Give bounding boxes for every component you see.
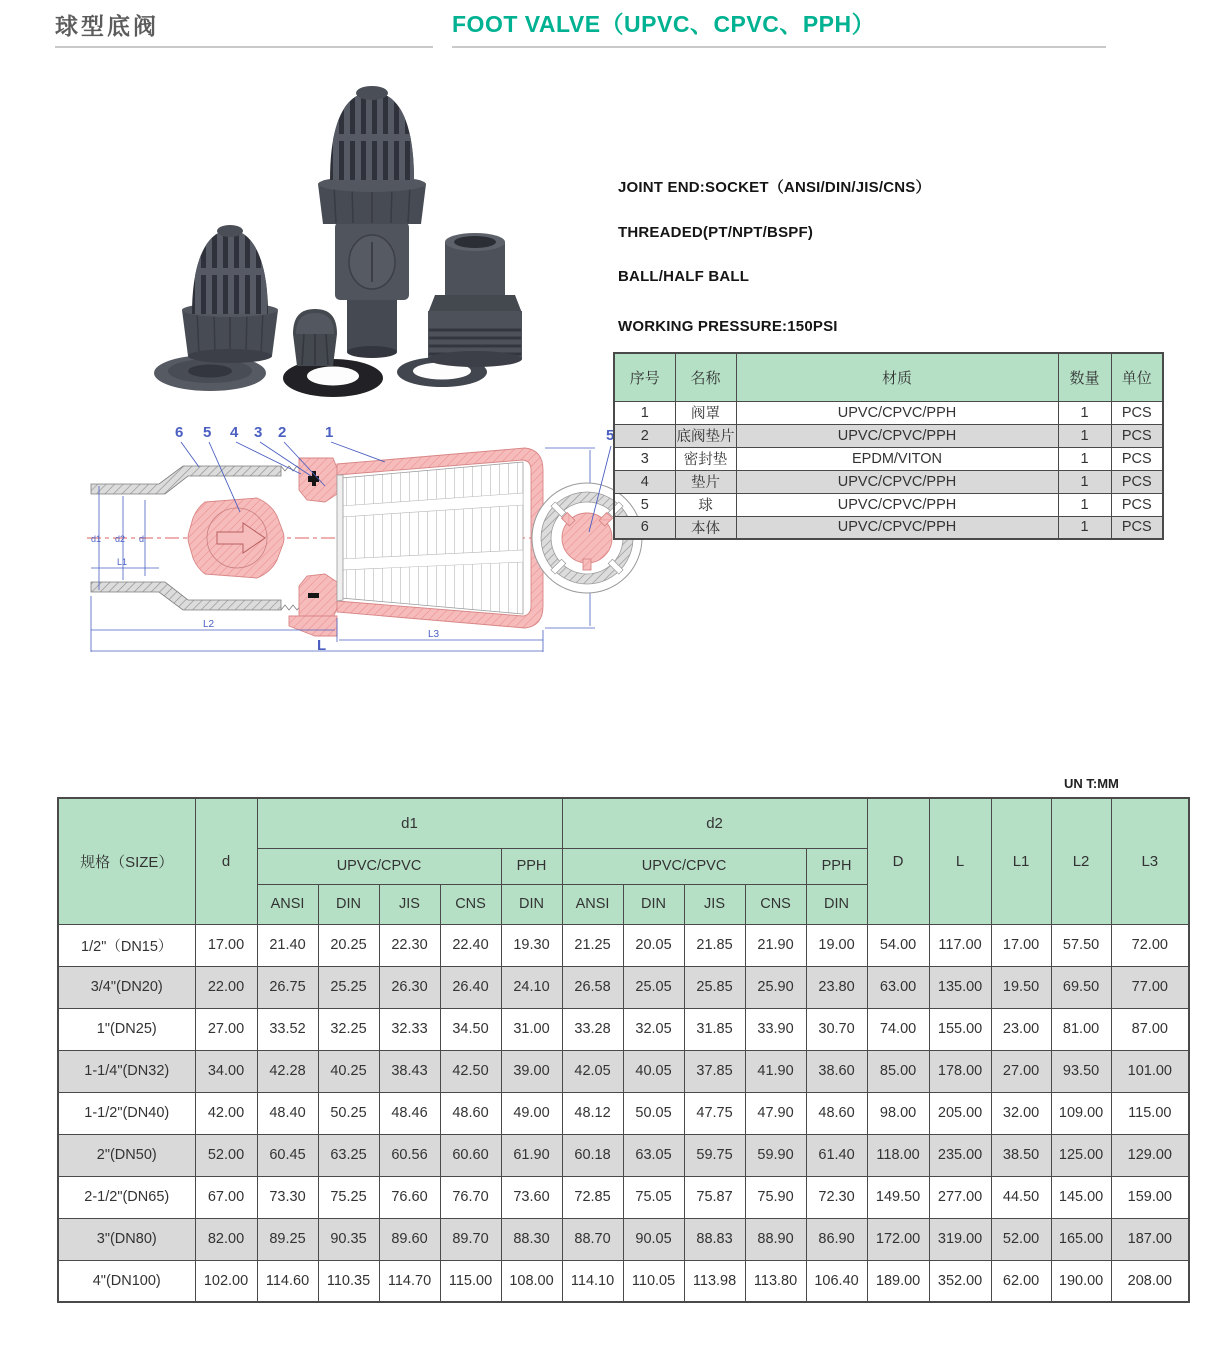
table-cell: 118.00: [867, 1134, 929, 1176]
table-cell: UPVC/CPVC/PPH: [736, 516, 1058, 539]
table-cell: 26.75: [257, 966, 318, 1008]
table-cell: 72.00: [1111, 924, 1189, 966]
table-cell: 21.40: [257, 924, 318, 966]
size-cell: 1-1/2"(DN40): [58, 1092, 195, 1134]
unit-note: UN T:MM: [1064, 776, 1119, 791]
table-cell: 44.50: [991, 1176, 1051, 1218]
table-cell: 63.25: [318, 1134, 379, 1176]
strainer-slats: [337, 462, 523, 614]
table-cell: 阀罩: [675, 401, 736, 424]
table-row: [58, 1176, 1189, 1218]
spec-joint-end: JOINT END:SOCKET（ANSI/DIN/JIS/CNS）: [618, 179, 931, 196]
table-cell: PCS: [1111, 516, 1163, 539]
table-cell: 1: [1058, 447, 1111, 470]
table-cell: 155.00: [929, 1008, 991, 1050]
table-cell: 20.05: [623, 924, 684, 966]
table-row: [58, 1218, 1189, 1260]
foot-valve-assembled: [318, 86, 426, 358]
table-cell: PCS: [1111, 401, 1163, 424]
table-cell: 50.25: [318, 1092, 379, 1134]
table-cell: 26.40: [440, 966, 501, 1008]
table-cell: 5: [614, 493, 675, 516]
parts-table: [613, 352, 1164, 540]
table-cell: 81.00: [1051, 1008, 1111, 1050]
table-cell: 72.30: [806, 1176, 867, 1218]
table-cell: 3: [614, 447, 675, 470]
table-cell: 149.50: [867, 1176, 929, 1218]
table-cell: 69.50: [1051, 966, 1111, 1008]
size-cell: 1/2"（DN15）: [58, 924, 195, 966]
dim-header-d1-din: DIN: [318, 884, 379, 924]
table-cell: 60.56: [379, 1134, 440, 1176]
table-cell: 208.00: [1111, 1260, 1189, 1302]
table-cell: 88.90: [745, 1218, 806, 1260]
table-cell: 114.60: [257, 1260, 318, 1302]
table-cell: UPVC/CPVC/PPH: [736, 424, 1058, 447]
table-cell: 76.60: [379, 1176, 440, 1218]
table-cell: UPVC/CPVC/PPH: [736, 493, 1058, 516]
table-cell: 59.90: [745, 1134, 806, 1176]
table-cell: 47.75: [684, 1092, 745, 1134]
table-row: [58, 924, 1189, 966]
table-cell: 34.00: [195, 1050, 257, 1092]
dim-header-d2-cns: CNS: [745, 884, 806, 924]
table-cell: 235.00: [929, 1134, 991, 1176]
table-cell: 76.70: [440, 1176, 501, 1218]
dim-header-d: d: [195, 798, 257, 924]
size-cell: 1-1/4"(DN32): [58, 1050, 195, 1092]
table-cell: 129.00: [1111, 1134, 1189, 1176]
valve-cap: [293, 309, 337, 366]
dim-header-d2-pph-din: DIN: [806, 884, 867, 924]
table-cell: 115.00: [440, 1260, 501, 1302]
table-cell: 114.10: [562, 1260, 623, 1302]
table-cell: 90.35: [318, 1218, 379, 1260]
table-row: [58, 1092, 1189, 1134]
dim-header-d1-pph-din: DIN: [501, 884, 562, 924]
size-cell: 1"(DN25): [58, 1008, 195, 1050]
table-cell: 110.35: [318, 1260, 379, 1302]
dim-header-L: L: [929, 798, 991, 924]
table-cell: 1: [1058, 470, 1111, 493]
spec-ball: BALL/HALF BALL: [618, 268, 750, 285]
table-cell: 63.05: [623, 1134, 684, 1176]
table-row: [58, 1008, 1189, 1050]
table-cell: 63.00: [867, 966, 929, 1008]
table-cell: 178.00: [929, 1050, 991, 1092]
table-cell: 59.75: [684, 1134, 745, 1176]
table-cell: 25.25: [318, 966, 379, 1008]
table-cell: 22.30: [379, 924, 440, 966]
table-cell: 187.00: [1111, 1218, 1189, 1260]
table-cell: 42.00: [195, 1092, 257, 1134]
dim-label-d1: d1: [91, 534, 102, 544]
table-cell: 25.05: [623, 966, 684, 1008]
table-cell: 49.00: [501, 1092, 562, 1134]
table-cell: 60.45: [257, 1134, 318, 1176]
table-cell: 38.60: [806, 1050, 867, 1092]
table-cell: 114.70: [379, 1260, 440, 1302]
product-photo: [90, 72, 560, 407]
dim-header-size: 规格（SIZE）: [58, 798, 195, 924]
table-cell: 25.90: [745, 966, 806, 1008]
table-cell: 75.25: [318, 1176, 379, 1218]
table-cell: 60.18: [562, 1134, 623, 1176]
table-cell: 102.00: [195, 1260, 257, 1302]
table-cell: 24.10: [501, 966, 562, 1008]
table-cell: 110.05: [623, 1260, 684, 1302]
table-cell: 23.80: [806, 966, 867, 1008]
table-cell: 101.00: [1111, 1050, 1189, 1092]
table-cell: 1: [1058, 401, 1111, 424]
table-cell: 1: [614, 401, 675, 424]
table-row: [58, 1260, 1189, 1302]
table-cell: 42.50: [440, 1050, 501, 1092]
table-cell: 88.83: [684, 1218, 745, 1260]
table-cell: 17.00: [195, 924, 257, 966]
table-cell: 85.00: [867, 1050, 929, 1092]
dim-header-d1-group: d1: [257, 798, 562, 848]
table-cell: 89.70: [440, 1218, 501, 1260]
table-cell: 50.05: [623, 1092, 684, 1134]
table-cell: 89.60: [379, 1218, 440, 1260]
table-cell: 88.70: [562, 1218, 623, 1260]
part-label-3: 3: [254, 424, 263, 441]
table-cell: 26.30: [379, 966, 440, 1008]
table-cell: 57.50: [1051, 924, 1111, 966]
dim-label-l: L: [317, 637, 327, 654]
table-cell: 41.90: [745, 1050, 806, 1092]
table-cell: 23.00: [991, 1008, 1051, 1050]
table-cell: 底阀垫片: [675, 424, 736, 447]
table-cell: 22.00: [195, 966, 257, 1008]
dim-header-d2-group: d2: [562, 798, 867, 848]
dim-header-d1-ansi: ANSI: [257, 884, 318, 924]
parts-header-unit: 单位: [1111, 353, 1163, 401]
table-cell: 145.00: [1051, 1176, 1111, 1218]
header-divider-right: [452, 46, 1106, 48]
table-cell: PCS: [1111, 470, 1163, 493]
table-cell: 48.12: [562, 1092, 623, 1134]
part-label-6: 6: [175, 424, 184, 441]
table-cell: 165.00: [1051, 1218, 1111, 1260]
table-row: [614, 493, 1163, 516]
dim-label-l3: L3: [428, 629, 440, 640]
spec-working-pressure: WORKING PRESSURE:150PSI: [618, 318, 838, 335]
table-cell: 33.28: [562, 1008, 623, 1050]
dimension-table: [57, 797, 1190, 1303]
table-cell: 39.00: [501, 1050, 562, 1092]
dim-header-d1-upvc: UPVC/CPVC: [257, 848, 501, 884]
table-cell: 42.05: [562, 1050, 623, 1092]
table-cell: 19.50: [991, 966, 1051, 1008]
table-cell: 40.25: [318, 1050, 379, 1092]
table-cell: 1: [1058, 516, 1111, 539]
table-cell: 25.85: [684, 966, 745, 1008]
table-cell: 352.00: [929, 1260, 991, 1302]
table-cell: 33.52: [257, 1008, 318, 1050]
table-cell: 75.87: [684, 1176, 745, 1218]
socket-adapter: [428, 233, 522, 367]
dim-label-l1: L1: [117, 557, 128, 567]
parts-header-no: 序号: [614, 353, 675, 401]
part-label-2: 2: [278, 424, 287, 441]
table-cell: 62.00: [991, 1260, 1051, 1302]
technical-drawing: [85, 420, 650, 655]
header-divider-left: [55, 46, 433, 48]
table-cell: 52.00: [195, 1134, 257, 1176]
dim-header-d2-pph: PPH: [806, 848, 867, 884]
table-cell: 1: [1058, 493, 1111, 516]
table-row: [614, 424, 1163, 447]
table-cell: 1: [1058, 424, 1111, 447]
table-cell: 32.33: [379, 1008, 440, 1050]
table-cell: 319.00: [929, 1218, 991, 1260]
table-cell: 61.90: [501, 1134, 562, 1176]
dim-label-d2: d2: [115, 534, 126, 544]
table-cell: 27.00: [991, 1050, 1051, 1092]
table-cell: 90.05: [623, 1218, 684, 1260]
table-cell: 本体: [675, 516, 736, 539]
table-cell: 37.85: [684, 1050, 745, 1092]
table-cell: 125.00: [1051, 1134, 1111, 1176]
table-cell: 21.90: [745, 924, 806, 966]
table-cell: PCS: [1111, 493, 1163, 516]
table-cell: EPDM/VITON: [736, 447, 1058, 470]
dim-header-d1-jis: JIS: [379, 884, 440, 924]
table-cell: 109.00: [1051, 1092, 1111, 1134]
table-cell: 135.00: [929, 966, 991, 1008]
table-cell: 32.00: [991, 1092, 1051, 1134]
spec-text-block: [618, 176, 931, 335]
table-cell: 球: [675, 493, 736, 516]
table-cell: 75.05: [623, 1176, 684, 1218]
part-label-5: 5: [203, 424, 212, 441]
dim-header-d2-upvc: UPVC/CPVC: [562, 848, 806, 884]
dim-label-d: d: [139, 534, 145, 544]
table-row: [58, 1134, 1189, 1176]
strainer-cage: [182, 225, 278, 363]
table-cell: 34.50: [440, 1008, 501, 1050]
table-cell: 72.85: [562, 1176, 623, 1218]
table-cell: 19.30: [501, 924, 562, 966]
table-row: [614, 401, 1163, 424]
table-cell: 98.00: [867, 1092, 929, 1134]
table-cell: 4: [614, 470, 675, 493]
table-cell: 33.90: [745, 1008, 806, 1050]
table-cell: PCS: [1111, 424, 1163, 447]
table-cell: 48.40: [257, 1092, 318, 1134]
dim-header-d2-din: DIN: [623, 884, 684, 924]
parts-header-material: 材质: [736, 353, 1058, 401]
dim-header-L2: L2: [1051, 798, 1111, 924]
table-cell: 38.50: [991, 1134, 1051, 1176]
table-cell: 21.85: [684, 924, 745, 966]
size-cell: 2"(DN50): [58, 1134, 195, 1176]
dim-header-D: D: [867, 798, 929, 924]
dim-header-d2-jis: JIS: [684, 884, 745, 924]
table-cell: 31.00: [501, 1008, 562, 1050]
table-cell: 172.00: [867, 1218, 929, 1260]
dim-header-row-groups: [58, 798, 1189, 848]
table-cell: 17.00: [991, 924, 1051, 966]
table-cell: 73.60: [501, 1176, 562, 1218]
part-label-4: 4: [230, 424, 239, 441]
table-row: [614, 447, 1163, 470]
table-cell: 30.70: [806, 1008, 867, 1050]
spec-threaded: THREADED(PT/NPT/BSPF): [618, 224, 814, 241]
table-cell: 88.30: [501, 1218, 562, 1260]
table-cell: 74.00: [867, 1008, 929, 1050]
table-cell: 113.98: [684, 1260, 745, 1302]
table-cell: 82.00: [195, 1218, 257, 1260]
table-cell: UPVC/CPVC/PPH: [736, 470, 1058, 493]
table-cell: 40.05: [623, 1050, 684, 1092]
size-cell: 3/4"(DN20): [58, 966, 195, 1008]
page-title-english: FOOT VALVE（UPVC、CPVC、PPH）: [452, 11, 876, 37]
table-cell: 73.30: [257, 1176, 318, 1218]
table-cell: 22.40: [440, 924, 501, 966]
parts-header-name: 名称: [675, 353, 736, 401]
page-title-chinese: 球型底阀: [55, 13, 159, 39]
table-cell: UPVC/CPVC/PPH: [736, 401, 1058, 424]
table-cell: 42.28: [257, 1050, 318, 1092]
table-cell: 垫片: [675, 470, 736, 493]
table-cell: 密封垫: [675, 447, 736, 470]
table-cell: 106.40: [806, 1260, 867, 1302]
table-cell: 77.00: [1111, 966, 1189, 1008]
table-cell: 38.43: [379, 1050, 440, 1092]
table-cell: 205.00: [929, 1092, 991, 1134]
table-cell: 189.00: [867, 1260, 929, 1302]
dim-header-d2-ansi: ANSI: [562, 884, 623, 924]
table-cell: 32.05: [623, 1008, 684, 1050]
table-cell: 27.00: [195, 1008, 257, 1050]
table-cell: 60.60: [440, 1134, 501, 1176]
table-cell: 48.46: [379, 1092, 440, 1134]
table-cell: 75.90: [745, 1176, 806, 1218]
table-cell: 26.58: [562, 966, 623, 1008]
table-cell: 277.00: [929, 1176, 991, 1218]
size-cell: 4"(DN100): [58, 1260, 195, 1302]
dim-header-d1-cns: CNS: [440, 884, 501, 924]
table-row: [614, 516, 1163, 539]
table-cell: 48.60: [806, 1092, 867, 1134]
dim-header-L3: L3: [1111, 798, 1189, 924]
table-cell: PCS: [1111, 447, 1163, 470]
table-cell: 67.00: [195, 1176, 257, 1218]
table-cell: 20.25: [318, 924, 379, 966]
table-cell: 31.85: [684, 1008, 745, 1050]
end-view-label-5: 5: [606, 427, 615, 444]
parts-header-qty: 数量: [1058, 353, 1111, 401]
table-row: [58, 966, 1189, 1008]
table-cell: 6: [614, 516, 675, 539]
table-cell: 89.25: [257, 1218, 318, 1260]
table-cell: 86.90: [806, 1218, 867, 1260]
ball-section: [188, 498, 284, 578]
table-cell: 19.00: [806, 924, 867, 966]
table-cell: 115.00: [1111, 1092, 1189, 1134]
table-cell: 159.00: [1111, 1176, 1189, 1218]
table-cell: 47.90: [745, 1092, 806, 1134]
table-cell: 21.25: [562, 924, 623, 966]
table-cell: 48.60: [440, 1092, 501, 1134]
table-cell: 87.00: [1111, 1008, 1189, 1050]
table-cell: 32.25: [318, 1008, 379, 1050]
table-row: [58, 1050, 1189, 1092]
dim-header-d1-pph: PPH: [501, 848, 562, 884]
table-cell: 52.00: [991, 1218, 1051, 1260]
table-cell: 2: [614, 424, 675, 447]
table-row: [614, 470, 1163, 493]
table-cell: 117.00: [929, 924, 991, 966]
size-cell: 2-1/2"(DN65): [58, 1176, 195, 1218]
table-cell: 61.40: [806, 1134, 867, 1176]
table-cell: 54.00: [867, 924, 929, 966]
dim-label-l2: L2: [203, 619, 215, 630]
parts-header-row: [614, 353, 1163, 401]
table-cell: 190.00: [1051, 1260, 1111, 1302]
size-cell: 3"(DN80): [58, 1218, 195, 1260]
dim-header-L1: L1: [991, 798, 1051, 924]
part-label-1: 1: [325, 424, 334, 441]
table-cell: 108.00: [501, 1260, 562, 1302]
table-cell: 113.80: [745, 1260, 806, 1302]
table-cell: 93.50: [1051, 1050, 1111, 1092]
